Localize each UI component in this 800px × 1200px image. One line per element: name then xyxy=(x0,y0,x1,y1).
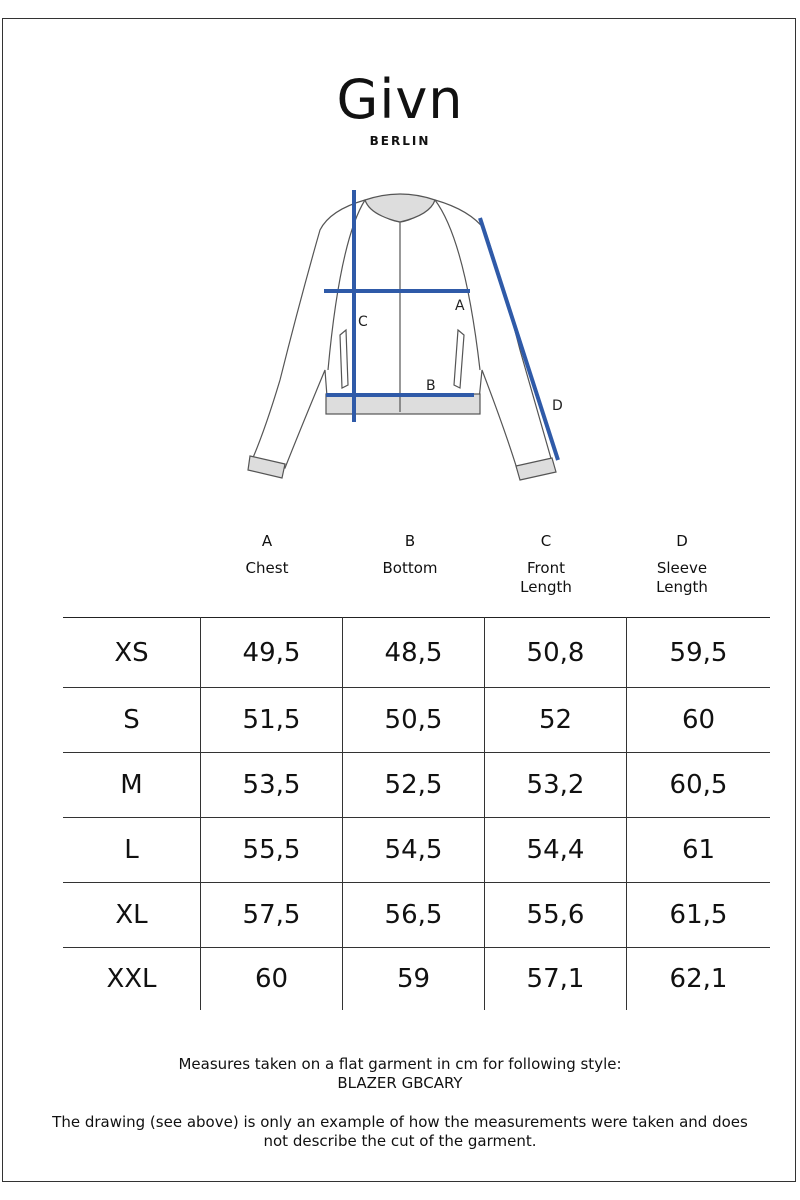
measurement-cell: 55,5 xyxy=(201,818,343,883)
column-header-a xyxy=(197,532,337,578)
column-letter: D xyxy=(676,532,688,550)
column-name: Sleeve Length xyxy=(656,559,708,596)
note-line-4: not describe the cut of the garment. xyxy=(263,1132,537,1150)
measurement-cell: 54,4 xyxy=(485,818,627,883)
table-row xyxy=(63,948,770,1010)
brand-city: BERLIN xyxy=(369,134,431,148)
measurement-cell: 50,5 xyxy=(343,688,485,753)
column-name: Chest xyxy=(245,559,289,577)
measurement-cell: 55,6 xyxy=(485,883,627,948)
column-letter: A xyxy=(261,532,273,550)
note-style-name: BLAZER GBCARY xyxy=(337,1074,463,1092)
brand-name: Givn xyxy=(336,68,464,131)
measurement-cell: 54,5 xyxy=(343,818,485,883)
table-row xyxy=(63,618,770,688)
table-row xyxy=(63,688,770,753)
measurement-cell: 57,1 xyxy=(485,948,627,1010)
column-name: Front Length xyxy=(520,559,572,596)
measurement-cell: 51,5 xyxy=(201,688,343,753)
size-label: S xyxy=(63,688,201,753)
measurement-cell: 53,5 xyxy=(201,753,343,818)
measurement-cell: 49,5 xyxy=(201,618,343,688)
measurement-cell: 60 xyxy=(627,688,771,753)
size-label: L xyxy=(63,818,201,883)
column-header-c xyxy=(476,532,616,597)
size-label: M xyxy=(63,753,201,818)
measurement-cell: 59 xyxy=(343,948,485,1010)
jacket-outline xyxy=(248,194,556,480)
size-label: XXL xyxy=(63,948,201,1010)
measurement-cell: 62,1 xyxy=(627,948,771,1010)
measurement-cell: 59,5 xyxy=(627,618,771,688)
note-line-3: The drawing (see above) is only an example of how the measurements were taken and does xyxy=(52,1113,748,1131)
measurement-cell: 60,5 xyxy=(627,753,771,818)
column-header-b xyxy=(340,532,480,578)
size-table xyxy=(63,617,770,1010)
measurement-cell: 61 xyxy=(627,818,771,883)
measurement-cell: 52 xyxy=(485,688,627,753)
jacket-diagram xyxy=(240,180,570,490)
measurement-cell: 60 xyxy=(201,948,343,1010)
size-label: XL xyxy=(63,883,201,948)
table-row xyxy=(63,818,770,883)
measurement-cell: 50,8 xyxy=(485,618,627,688)
size-label: XS xyxy=(63,618,201,688)
column-name: Bottom xyxy=(382,559,438,577)
label-c: C xyxy=(358,314,368,330)
column-letter: C xyxy=(540,532,552,550)
measurement-cell: 61,5 xyxy=(627,883,771,948)
brand-logo xyxy=(0,70,800,148)
column-header-d xyxy=(612,532,752,597)
column-letter: B xyxy=(404,532,416,550)
measurement-cell: 48,5 xyxy=(343,618,485,688)
label-d: D xyxy=(552,398,563,414)
measurement-cell: 52,5 xyxy=(343,753,485,818)
measurement-cell: 57,5 xyxy=(201,883,343,948)
table-row xyxy=(63,883,770,948)
note-line-1: Measures taken on a flat garment in cm for following style: xyxy=(178,1055,622,1073)
label-b: B xyxy=(426,378,436,394)
measurement-cell: 56,5 xyxy=(343,883,485,948)
measurement-cell: 53,2 xyxy=(485,753,627,818)
table-row xyxy=(63,753,770,818)
label-a: A xyxy=(455,298,465,314)
